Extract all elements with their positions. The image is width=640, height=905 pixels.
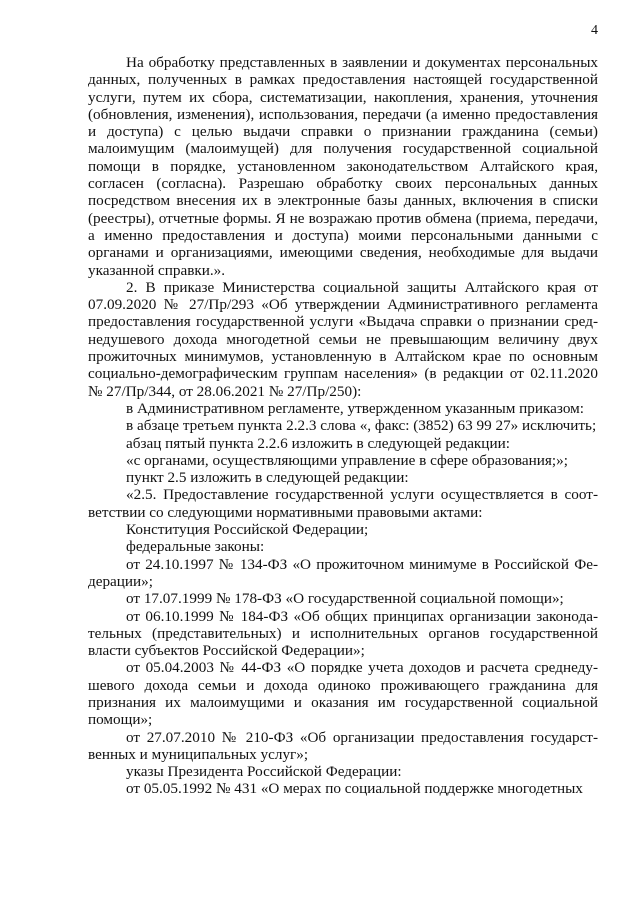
- paragraph-law-134: от 24.10.1997 № 134-ФЗ «О прожиточном минимуме в Российской Федерации»;: [88, 555, 598, 590]
- paragraph-federal-laws: федеральные законы:: [126, 538, 265, 556]
- page-number: 4: [591, 23, 598, 38]
- paragraph-2-2-6-intro: абзац пятый пункта 2.2.6 изложить в следующей редакции:: [126, 434, 510, 452]
- paragraph-2-2-6-text: «с органами, осуществляющими управление в сфере образования;»;: [126, 451, 568, 469]
- paragraph-constitution: Конституция Российской Федерации;: [126, 521, 369, 539]
- paragraph-2-5-intro: пункт 2.5 изложить в следующей редакции:: [126, 469, 409, 487]
- paragraph-law-178: от 17.07.1999 № 178-ФЗ «О государственной социальной помощи»;: [126, 590, 564, 608]
- paragraph-decree-431: от 05.05.1992 № 431 «О мерах по социальной поддержке многодетных: [126, 780, 583, 798]
- paragraph-law-210: от 27.07.2010 № 210-ФЗ «Об организации предоставления государственных и муниципальных услуг»;: [88, 728, 598, 763]
- paragraph-consent-text: На обработку представленных в заявлении и документах персональных данных, полученных в рамках предоставления настоящей государственной услуги, путем их сбора, систематизации, накопления, хранения, уточнения (обновления, изменения), использования, передачи (а именно предоставления и доступа) с целью выдачи справки о признании гражданина (семьи) малоимущим (малоимущей) для получения государственной социальной помощи в порядке, установленном законодательством Алтайского края, согласен (согласна). Разрешаю обработку своих персональных данных посредством внесения их в электронные базы данных, включения в списки (реестры), отчетные формы. Я не возражаю против обмена (приема, передачи, а именно предоставления и доступа) моими персональными данными с органами и организациями, имеющими сведения, необходимые для выдачи указанной справки.».: [88, 54, 598, 279]
- paragraph-2-5-text: «2.5. Предоставление государственной услуги осуществляется в соответствии со следующими нормативными правовыми актами:: [88, 486, 598, 521]
- paragraph-regulation-intro: в Административном регламенте, утвержденном указанным приказом:: [126, 399, 584, 417]
- paragraph-law-44: от 05.04.2003 № 44-ФЗ «О порядке учета доходов и расчета среднедушевого дохода семьи и дохода одиноко проживающего гражданина для признания их малоимущими и оказания им государственной социальной помощи»;: [88, 659, 598, 729]
- paragraph-item-2: 2. В приказе Министерства социальной защиты Алтайского края от 07.09.2020 № 27/Пр/293 «Об утверждении Административного регламента предоставления государственной услуги «Выдача справки о признании среднедушевого дохода многодетной семьи не превышающим величину двух прожиточных минимумов, установленную в Алтайском крае по основным социально-демографическим группам населения» (в редакции от 02.11.2020 № 27/Пр/344, от 28.06.2021 № 27/Пр/250):: [88, 278, 598, 400]
- paragraph-law-184: от 06.10.1999 № 184-ФЗ «Об общих принципах организации законодательных (представительных) и исполнительных органов государственной власти субъектов Российской Федерации»;: [88, 607, 598, 660]
- document-body: [88, 54, 598, 798]
- paragraph-fax-removal: в абзаце третьем пункта 2.2.3 слова «, факс: (3852) 63 99 27» исключить;: [126, 417, 597, 435]
- paragraph-presidential-decrees: указы Президента Российской Федерации:: [126, 763, 402, 781]
